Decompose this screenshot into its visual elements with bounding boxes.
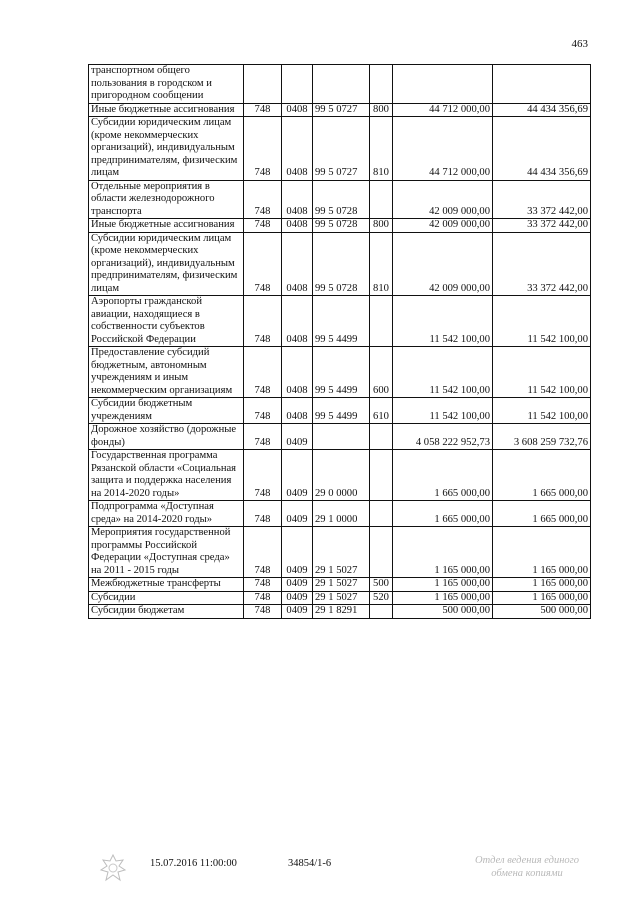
table-row xyxy=(89,219,591,233)
row-name: Мероприятия государственной программы Российской Федерации «Доступная среда» на 2011 - 2015 годы xyxy=(89,527,244,578)
row-amount-executed: 1 665 000,00 xyxy=(493,450,591,501)
row-admin-code: 748 xyxy=(244,527,282,578)
row-amount-approved: 4 058 222 952,73 xyxy=(393,424,493,450)
row-admin-code: 748 xyxy=(244,450,282,501)
row-expense-type xyxy=(370,605,393,619)
budget-table xyxy=(88,64,591,619)
row-amount-approved: 11 542 100,00 xyxy=(393,398,493,424)
row-section-code xyxy=(282,65,313,104)
row-admin-code: 748 xyxy=(244,232,282,296)
row-target-article: 99 5 0728 xyxy=(313,219,370,233)
row-expense-type: 520 xyxy=(370,591,393,605)
row-section-code: 0409 xyxy=(282,578,313,592)
row-expense-type xyxy=(370,296,393,347)
row-admin-code: 748 xyxy=(244,424,282,450)
row-amount-executed: 11 542 100,00 xyxy=(493,296,591,347)
row-amount-approved: 1 165 000,00 xyxy=(393,527,493,578)
row-expense-type xyxy=(370,450,393,501)
row-target-article: 99 5 0728 xyxy=(313,232,370,296)
row-expense-type: 810 xyxy=(370,117,393,181)
row-expense-type: 500 xyxy=(370,578,393,592)
row-admin-code: 748 xyxy=(244,347,282,398)
row-amount-executed xyxy=(493,65,591,104)
row-expense-type xyxy=(370,65,393,104)
row-amount-executed: 1 165 000,00 xyxy=(493,527,591,578)
row-amount-executed: 33 372 442,00 xyxy=(493,219,591,233)
row-section-code: 0408 xyxy=(282,180,313,219)
row-name: Предоставление субсидий бюджетным, автономным учреждениям и иным некоммерческим организациям xyxy=(89,347,244,398)
row-amount-executed: 11 542 100,00 xyxy=(493,347,591,398)
row-name: Субсидии бюджетам xyxy=(89,605,244,619)
row-expense-type xyxy=(370,527,393,578)
table-row xyxy=(89,398,591,424)
row-section-code: 0408 xyxy=(282,232,313,296)
footer-date: 15.07.2016 11:00:00 xyxy=(150,858,237,869)
row-name: Подпрограмма «Доступная среда» на 2014-2020 годы» xyxy=(89,501,244,527)
row-admin-code: 748 xyxy=(244,605,282,619)
row-admin-code: 748 xyxy=(244,219,282,233)
stamp-line-1: Отдел ведения единого xyxy=(475,855,579,866)
row-admin-code: 748 xyxy=(244,117,282,181)
row-section-code: 0408 xyxy=(282,296,313,347)
row-amount-executed: 500 000,00 xyxy=(493,605,591,619)
table-row xyxy=(89,103,591,117)
row-target-article: 29 1 8291 xyxy=(313,605,370,619)
table-row xyxy=(89,117,591,181)
table-row xyxy=(89,578,591,592)
table-row xyxy=(89,232,591,296)
row-expense-type: 800 xyxy=(370,103,393,117)
row-name: Межбюджетные трансферты xyxy=(89,578,244,592)
coat-of-arms-icon xyxy=(96,852,130,886)
row-amount-executed: 1 165 000,00 xyxy=(493,591,591,605)
row-amount-approved: 500 000,00 xyxy=(393,605,493,619)
row-target-article: 99 5 4499 xyxy=(313,398,370,424)
row-section-code: 0409 xyxy=(282,424,313,450)
row-name: Государственная программа Рязанской области «Социальная защита и поддержка населения на 2014-2020 годы» xyxy=(89,450,244,501)
row-target-article: 99 5 0728 xyxy=(313,180,370,219)
row-target-article xyxy=(313,65,370,104)
row-admin-code xyxy=(244,65,282,104)
table-row xyxy=(89,501,591,527)
row-admin-code: 748 xyxy=(244,103,282,117)
row-expense-type xyxy=(370,180,393,219)
row-section-code: 0408 xyxy=(282,398,313,424)
row-name: транспортном общего пользования в городском и пригородном сообщении xyxy=(89,65,244,104)
row-amount-executed: 3 608 259 732,76 xyxy=(493,424,591,450)
row-amount-approved: 44 712 000,00 xyxy=(393,117,493,181)
row-amount-approved: 1 165 000,00 xyxy=(393,591,493,605)
page-number: 463 xyxy=(571,38,588,50)
row-amount-approved: 42 009 000,00 xyxy=(393,232,493,296)
row-section-code: 0409 xyxy=(282,450,313,501)
row-expense-type xyxy=(370,424,393,450)
table-row xyxy=(89,605,591,619)
row-section-code: 0408 xyxy=(282,347,313,398)
row-expense-type: 810 xyxy=(370,232,393,296)
row-admin-code: 748 xyxy=(244,296,282,347)
row-expense-type xyxy=(370,501,393,527)
row-target-article: 29 1 5027 xyxy=(313,591,370,605)
table-row xyxy=(89,65,591,104)
row-expense-type: 800 xyxy=(370,219,393,233)
row-amount-approved: 42 009 000,00 xyxy=(393,219,493,233)
row-amount-approved: 42 009 000,00 xyxy=(393,180,493,219)
row-section-code: 0409 xyxy=(282,605,313,619)
row-target-article: 29 1 0000 xyxy=(313,501,370,527)
row-name: Субсидии юридическим лицам (кроме некоммерческих организаций), индивидуальным предпринимателям, физическим лицам xyxy=(89,117,244,181)
row-amount-approved: 1 665 000,00 xyxy=(393,501,493,527)
row-admin-code: 748 xyxy=(244,501,282,527)
row-target-article: 99 5 0727 xyxy=(313,117,370,181)
row-amount-executed: 33 372 442,00 xyxy=(493,232,591,296)
row-amount-executed: 33 372 442,00 xyxy=(493,180,591,219)
table-row xyxy=(89,527,591,578)
row-amount-executed: 1 665 000,00 xyxy=(493,501,591,527)
table-row xyxy=(89,347,591,398)
row-target-article: 29 1 5027 xyxy=(313,578,370,592)
stamp-line-2: обмена копиями xyxy=(491,868,563,879)
row-name: Отдельные мероприятия в области железнодорожного транспорта xyxy=(89,180,244,219)
row-amount-approved xyxy=(393,65,493,104)
row-target-article: 29 0 0000 xyxy=(313,450,370,501)
table-row xyxy=(89,180,591,219)
row-name: Субсидии xyxy=(89,591,244,605)
row-expense-type: 600 xyxy=(370,347,393,398)
row-amount-executed: 11 542 100,00 xyxy=(493,398,591,424)
row-section-code: 0409 xyxy=(282,591,313,605)
table-row xyxy=(89,450,591,501)
page-footer xyxy=(0,855,640,898)
row-target-article: 99 5 4499 xyxy=(313,296,370,347)
row-target-article: 99 5 4499 xyxy=(313,347,370,398)
row-section-code: 0408 xyxy=(282,117,313,181)
row-section-code: 0408 xyxy=(282,103,313,117)
row-expense-type: 610 xyxy=(370,398,393,424)
row-section-code: 0408 xyxy=(282,219,313,233)
row-amount-executed: 1 165 000,00 xyxy=(493,578,591,592)
row-name: Аэропорты гражданской авиации, находящиеся в собственности субъектов Российской Федерации xyxy=(89,296,244,347)
row-target-article: 99 5 0727 xyxy=(313,103,370,117)
row-admin-code: 748 xyxy=(244,180,282,219)
row-section-code: 0409 xyxy=(282,527,313,578)
row-amount-approved: 1 165 000,00 xyxy=(393,578,493,592)
table-row xyxy=(89,296,591,347)
row-admin-code: 748 xyxy=(244,398,282,424)
row-amount-approved: 1 665 000,00 xyxy=(393,450,493,501)
row-amount-approved: 11 542 100,00 xyxy=(393,296,493,347)
row-amount-executed: 44 434 356,69 xyxy=(493,117,591,181)
table-row xyxy=(89,424,591,450)
table-row xyxy=(89,591,591,605)
budget-table-body xyxy=(89,65,591,619)
row-admin-code: 748 xyxy=(244,578,282,592)
row-name: Субсидии бюджетным учреждениям xyxy=(89,398,244,424)
department-stamp xyxy=(452,854,602,880)
row-amount-approved: 44 712 000,00 xyxy=(393,103,493,117)
row-target-article: 29 1 5027 xyxy=(313,527,370,578)
row-amount-executed: 44 434 356,69 xyxy=(493,103,591,117)
row-name: Дорожное хозяйство (дорожные фонды) xyxy=(89,424,244,450)
row-name: Субсидии юридическим лицам (кроме некоммерческих организаций), индивидуальным предпринимателям, физическим лицам xyxy=(89,232,244,296)
row-amount-approved: 11 542 100,00 xyxy=(393,347,493,398)
row-section-code: 0409 xyxy=(282,501,313,527)
footer-registration-number: 34854/1-6 xyxy=(288,858,332,869)
row-name: Иные бюджетные ассигнования xyxy=(89,219,244,233)
row-name: Иные бюджетные ассигнования xyxy=(89,103,244,117)
row-admin-code: 748 xyxy=(244,591,282,605)
row-target-article xyxy=(313,424,370,450)
